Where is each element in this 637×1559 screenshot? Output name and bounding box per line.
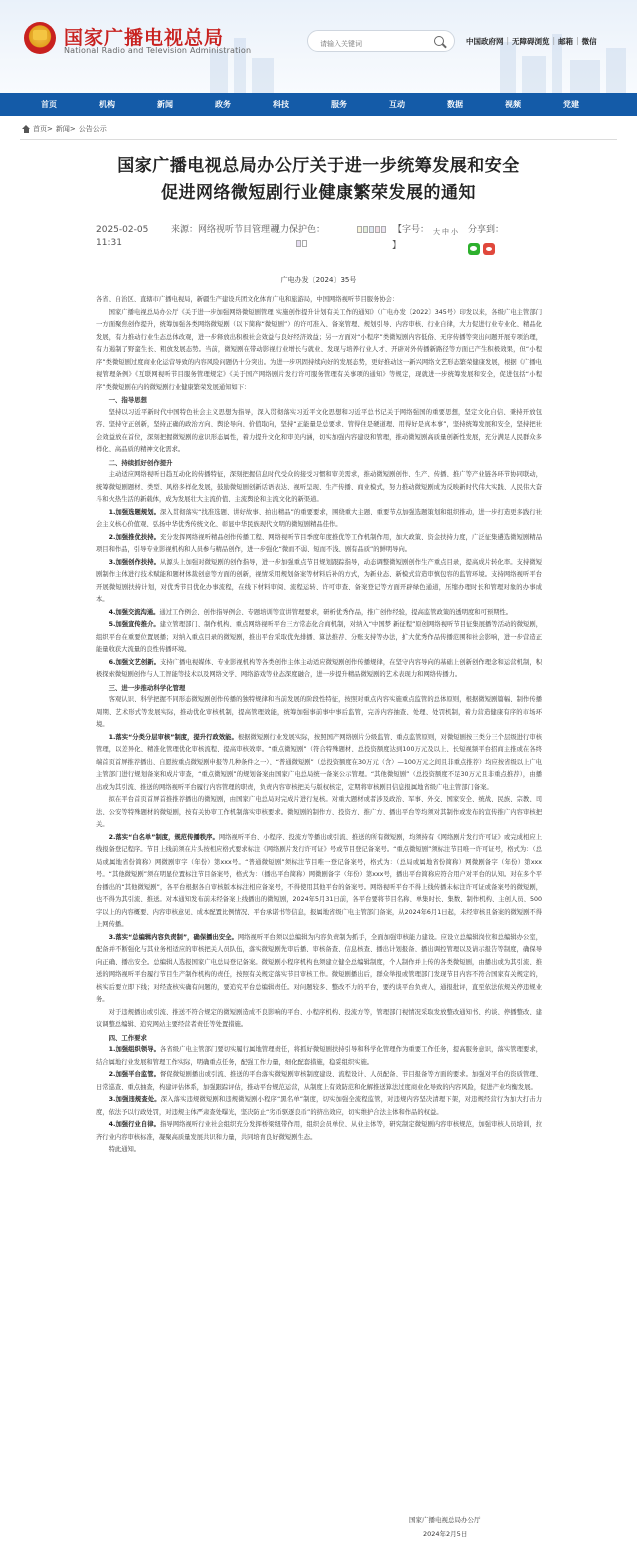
section-3-item-1-cont: 拟在平台首页首屏首推推荐播出的微短剧，由国家广电总局对完成片进行复核。对重大题材或者涉及政治、军事、外交、国家安全、统战、民族、宗教、司法、公安等特殊题材的微短剧，按有关协审工作机制落实审核要求。微短剧的制作方、投资方、推广方、播出平台等均须对其制作或发布的宣传推广内容审核把关。 (96, 796, 542, 828)
section-4-item-1 (96, 1044, 542, 1069)
article-body (96, 294, 542, 1157)
item-text: 网络视听平台须以总编辑为内容负责制为抓手，全面加强审核能力建设。应设立总编辑岗位和总编辑办公室，配备并不断强化与其业务相适应的审核把关人员队伍，落实微短剧先审后播、审核备查、信息核查、播出计划报备、播出调控管理以及请示报告等制度，确保导向正确、播出安全。总编辑人选报国家广电总局登记备案。微短剧小程序机构也须建立健全总编辑制度，个人制作并上传的各类微短剧，由播出或为其引流、推送的网络视听平台履行节目生产制作机构的责任，按照有关规定落实节目审核工作。微短剧播出后，群众举报或管理部门发现节目内容不符合国家有关规定的，核实后要立即下线；对经查核实确有问题的，要追究平台总编辑责任。对问题较多、整改不力的平台，要约谈平台负责人，通报批评，直至依法依规关停违规业务。 (96, 933, 542, 1003)
nav-technology[interactable]: 科技 (273, 100, 289, 109)
nav-interaction[interactable]: 互动 (389, 100, 405, 109)
share-icons (468, 243, 495, 255)
home-icon (22, 125, 30, 133)
item-text: 各省级广电主管部门要切实履行属地管理责任，将抓好微短剧扶持引导和科学化管理作为重要工作任务，提高服务意识，落实管理要求，结合属地行业发展和管理工作实际，明确重点任务，配强工作力量，细化配套措施，稳妥组织实施。 (96, 1046, 542, 1066)
font-size-bracket-close: 】 (392, 241, 402, 251)
section-2-item-1 (96, 507, 542, 532)
share-label: 分享到： (468, 225, 505, 235)
swatch-yellow[interactable] (357, 226, 362, 233)
item-text: 督促微短剧播出或引流、推送的平台落实微短剧审核制度建设、流程设计、人员配备、节目报备等方面的要求。加强对平台的资质管理、日常巡查、重点抽查，构建评估体系，加强跟踪评估，推动平台规范运营，从制度上有效防范和化解推送算法过度商业化导致的内容风险，促进产业均衡发展。 (96, 1071, 542, 1091)
swatch-white[interactable] (302, 240, 307, 247)
item-text: 深入落实违规微短剧和违规微短剧小程序“黑名单”制度，切实加强全流程监管，对违规内容坚决清理下架，对违规经营行为加大打击力度，依法予以行政处罚，对违规主体严肃查处曝光，坚决防止“劣币驱逐良币”的挤出效应，切实维护合法主体和作品的权益。 (96, 1096, 543, 1116)
item-heading: 3.加强违规查处。 (108, 1096, 161, 1103)
font-size-options (433, 227, 458, 237)
site-logo-en: National Radio and Television Administration (64, 46, 252, 55)
font-size-label: 【字号： (393, 225, 430, 235)
site-logo-cn[interactable]: 国家广播电视总局 (64, 27, 225, 49)
item-text: 支持广播电视媒体、专业影视机构等各类创作主体主动适应微短剧创作传播规律，在坚守内容导向的基础上创新创作理念和运营机制，积极探索微短剧创作与人工智能等技术以及网络文学、网络游戏等业态深度融合，进一步提升精品微短剧的艺术表现力和网络传播力。 (96, 658, 542, 678)
link-separator: | (506, 36, 510, 45)
breadcrumb-divider (20, 139, 617, 140)
link-separator: | (552, 36, 556, 45)
link-wechat[interactable]: 微信 (581, 37, 597, 46)
item-heading: 5.加强宣传推介。 (108, 621, 160, 628)
item-heading: 1.落实“分类分层审核”制度，提升行政效能。 (108, 733, 238, 741)
source-value: 网络视听节目管理司 (198, 225, 280, 235)
item-text: 充分发挥网络视听精品创作传播工程、网络视听节目季度年度推优等工作机制作用，加大政策、资金扶持力度，广泛征集遴选微短剧精品项目和作品，引导专业影视机构和人员参与精品创作，进一步强化“微而不弱、短而不浅、剧有品质”的鲜明导向。 (96, 533, 542, 553)
closing-line: 特此通知。 (108, 1146, 141, 1153)
item-text: 通过工作例会、创作指导例会、专题培训等宣讲管理要求，研析优秀作品，推广创作经验，提高监管政策的透明度和可预期性。 (159, 608, 513, 616)
search-icon[interactable] (434, 36, 444, 46)
item-heading: 6.加强文艺创新。 (108, 658, 161, 666)
top-links (466, 36, 597, 47)
item-text: 从源头上加强对微短剧的创作指导，进一步加强重点节目规划跟踪指导，动态调整微短剧创作生产重点目录，提高成片转化率。支持微短剧制作主体进行技术赋能和题材体裁创意等方面的创新，视情采用规划备案等材料后补的方式，为新业态、新模式营造审慎包容的监管环境。支持网络视听平台开展微短剧扶持计划，对优秀节目优化办事流程，在线下材料审阅、流程运转、许可审查、备案登记等方面开辟绿色通道，压缩办理时长和管理对象的办事成本。 (96, 558, 542, 603)
nav-institutions[interactable]: 机构 (99, 100, 115, 109)
signer: 国家广播电视总局办公厅 (409, 1516, 481, 1524)
item-heading: 3.加强创作扶持。 (108, 558, 161, 566)
swatch-purple[interactable] (296, 240, 301, 247)
nav-news[interactable]: 新闻 (157, 100, 173, 109)
main-nav (0, 93, 637, 116)
section-3-paragraph: 客观认识、科学把握不同形态微短剧创作传播的独特规律和当前发展的阶段性特征，按照对重点内容实施重点监管的总体原则，根据微短剧篇幅、制作传播周期、艺术形式等发展实际，推动优化审核机制，提高管理效能，统筹加强事前事中事后监管，完善内容抽查、处理、处罚机制，着力营造健康有序的市场环境。 (96, 696, 542, 728)
site-header (0, 0, 637, 93)
item-text: 网络视听平台、小程序、投流方等播出或引流、推送的所有微短剧，均须持有《网络剧片发行许可证》或完成相应上线报备登记程序。节目上线前须在片头按相应格式要求标注《网络剧片发行许可证》号或节目登记备案号。“重点微短剧”须标注节目唯一许可证号，格式为：（总局或属地省份简称）网微剧审字（年份）第xxx号。“普通微短剧”须标注节目唯一登记备案号，格式为：（总局或属地省份简称）网微剧备字（年份）第xxx号。“其他微短剧”须在明显位置标注节目备案号，格式为：（播出平台简称）网微剧备字（年份）第xxx号，播出平台简称应符合用户对平台的认知。对在多个平台播出的“其他微短剧”，各平台根据各自审核版本标注相应备案号，不得使用其他平台的备案号。网络视听平台不得上线传播未标注许可证或备案号的微短剧，也不得为其引流、推送。对本通知发布前未经备案上线播出的微短剧，2024年5月31日前，各平台要将节目名称、单集时长、集数、制作机构、主创人员、500字以上的内容概要、内容审核意见、成本配置比例情况、平台承诺书等信息，报属地省级广电主管部门备案，从2024年6月1日起，未经审核且备案的微短剧不得上网传播。 (96, 833, 542, 928)
weibo-share-icon[interactable] (483, 243, 495, 255)
section-3-item-1 (96, 732, 542, 795)
section-2-item-4 (96, 607, 542, 620)
section-3-item-3-cont: 对于违规播出或引流、推送不符合规定的微短剧造成不良影响的平台、小程序机构、投流方等，管理部门视情况采取发放整改通知书、约谈、停播整改、建议调整总编辑、追究网站主要经营者责任等处置措施。 (96, 1008, 542, 1028)
breadcrumb-announcements[interactable]: 公告公示 (78, 125, 107, 133)
swatch-pink[interactable] (375, 226, 380, 233)
section-heading-3: 三、进一步推动科学化管理 (108, 683, 186, 692)
addressee: 各省、自治区、直辖市广播电视局，新疆生产建设兵团文化体育广电和旅游局，中国网络视听节目服务协会： (96, 296, 399, 303)
item-heading: 3.落实“总编辑内容负责制”，确保播出安全。 (108, 933, 238, 941)
item-heading: 2.加强平台监管。 (108, 1071, 161, 1078)
section-heading-4: 四、工作要求 (108, 1033, 147, 1042)
nav-home[interactable]: 首页 (41, 100, 57, 109)
document-number: 广电办发〔2024〕35号 (280, 276, 357, 284)
section-heading-1: 一、指导思想 (108, 396, 147, 404)
item-heading: 1.加强选题规划。 (108, 508, 160, 516)
item-heading: 1.加强组织领导。 (108, 1046, 161, 1053)
nav-government-affairs[interactable]: 政务 (215, 100, 231, 109)
sign-date: 2024年2月5日 (423, 1530, 468, 1538)
link-gov-cn[interactable]: 中国政府网 (466, 37, 504, 46)
font-size-small[interactable]: 小 (451, 228, 458, 236)
item-text: 深入贯彻落实“找准选题、讲好故事、拍出精品”的重要要求，围绕重大主题、重要节点加强选题策划和组织推动，进一步打造更多践行社会主义核心价值观、弘扬中华优秀传统文化、彰显中华民族现代文明的微短剧精品佳作。 (96, 508, 542, 528)
section-2-item-6 (96, 657, 542, 682)
nav-party-building[interactable]: 党建 (563, 100, 579, 109)
section-3-item-3 (96, 932, 542, 1007)
nav-data[interactable]: 数据 (447, 100, 463, 109)
item-heading: 4.加强交流沟通。 (108, 608, 160, 616)
section-2-item-5 (96, 619, 542, 657)
section-4-item-4 (96, 1119, 542, 1144)
link-mailbox[interactable]: 邮箱 (558, 37, 574, 46)
nav-services[interactable]: 服务 (331, 100, 347, 109)
item-text: 指导网络视听行业社会组织充分发挥桥梁纽带作用，组织会员单位、从业主体等，研究制定微短剧内容审核规范，加强审核人员培训，拉齐行业内容审核标准，凝聚高质量发展共识和力量，共同培育良好微短剧生态。 (96, 1121, 542, 1141)
section-3-item-2 (96, 832, 542, 932)
source-label: 来源： (171, 225, 199, 235)
item-text: 建立管理部门、制作机构、重点网络视听平台三方常态化合商机制，对纳入“中国梦 新征程”原创网络视听节目征集展播等活动的微短剧，组织平台在重要位置展播；对纳入重点目录的微短剧，推出平台采取优先排播、算法推荐、分账支持等办法，扩大优秀作品传播范围和社会影响，进一步营造正能量收获大流量的良性传播环境。 (96, 621, 543, 653)
wechat-share-icon[interactable] (468, 243, 480, 255)
swatch-blue[interactable] (369, 226, 374, 233)
section-heading-2: 二、持续抓好创作提升 (108, 458, 173, 467)
item-heading: 2.加强推优扶持。 (108, 533, 161, 541)
item-heading: 2.落实“白名单”制度，规范传播秩序。 (108, 833, 219, 841)
article-title-line-2: 促进网络微短剧行业健康繁荣发展的通知 (161, 183, 476, 203)
national-emblem-icon[interactable] (24, 22, 56, 54)
vision-protect-label: 视力保护色： (271, 225, 326, 235)
section-4-item-2 (96, 1069, 542, 1094)
intro-paragraph: 国家广播电视总局办公厅《关于进一步加强网络微短剧管理 实施创作提升计划有关工作的通知》（广电办发〔2022〕345号）印发以来，各级广电主管部门一方面聚焦创作提升，统筹加强各类网络微短剧（以下简称“微短剧”）的许可准入、备案管理、规划引导、内容审核、行业自律，大力促进行业专业化、精品化发展，有力推动行业生态总体改观，进一步释放出积极社会效益与良好经济效益；另一方面对“小程序”类微短剧内容低俗、无序传播等突出问题开展专项治理，有力遏制了野蛮生长、粗放发展态势。当前，微短剧在带动影视行业增长与就业、发现与培养行业人才、开辟对外传播新路径等方面已产生积极效果，但“小程序”类微短剧过度商业化运营导致的内容风险问题仍十分突出。为进一步巩固持续向好的发展态势，更好推动这一新兴网络文艺形态繁荣健康发展，根据《广播电视管理条例》《互联网视听节目服务管理规定》《关于国产网络剧片发行许可服务管理有关事项的通知》等规定，现就进一步统筹发展和安全，促进包括“小程序”类微短剧在内的微短剧行业健康繁荣发展通知如下： (96, 308, 542, 391)
article-source (171, 224, 279, 237)
item-heading: 4.加强行业自律。 (108, 1121, 161, 1128)
font-size-large[interactable]: 大 (433, 228, 440, 236)
item-text: 根据微短剧行业发展实际，按照国产网络剧片分级监管、重点监管原则，对微短剧按三类分三个层级进行审核管理，以差异化、精准化管理优化审核流程、提高审核效率。“重点微短剧”（符合特殊题材、总投资额度达到100万元及以上、长短视频平台招商主推或在各终端首页首屏推荐播出、自愿按重点微短剧申报等几种条件之一）、“普通微短剧”（总投资额度在30万元（含）—100万元之间且非重点推荐）均应按省级以上广电主管部门进行规划备案和成片审查，“重点微短剧”的规划备案由国家广电总局统一备案公示管理。“其他微短剧”（总投资额度不足30万元且非重点推荐），由播出或为其引流、推送的网络视听平台履行内容管理的职责，负责内容审核把关与版权核定，定期将审核剧目信息报属地省级广电主管部门备案。 (96, 733, 542, 791)
vision-color-swatches-row2 (296, 240, 307, 247)
section-1-paragraph: 坚持以习近平新时代中国特色社会主义思想为指导，深入贯彻落实习近平文化思想和习近平总书记关于网络强国的重要思想，坚定文化自信、秉持开放包容、坚持守正创新，坚持正确的政治方向、舆论导向、价值取向，坚持“正能量是总要求、管得住是硬道理、用得好是真本事”，坚持统筹发展和安全，坚持把社会效益放在首位，深刻把握微短剧的意识形态属性，着力提升文化和审美内涵，切实加强内容建设和管理，推动微短剧高质量创新性发展，充分满足人民群众多样化、高品质的精神文化需求。 (96, 408, 542, 453)
section-4-item-3 (96, 1094, 542, 1119)
article-title (40, 153, 597, 207)
search-box (307, 30, 455, 52)
link-accessibility[interactable]: 无障碍浏览 (512, 37, 550, 46)
swatch-lilac[interactable] (381, 226, 386, 233)
link-separator: | (576, 36, 579, 45)
nav-video[interactable]: 视频 (505, 100, 521, 109)
breadcrumb (22, 124, 107, 134)
search-input[interactable] (320, 34, 438, 54)
breadcrumb-home[interactable]: 首页> (33, 125, 53, 133)
font-size-medium[interactable]: 中 (442, 228, 449, 236)
section-2-item-2 (96, 532, 542, 557)
swatch-green[interactable] (363, 226, 368, 233)
publish-date: 2025-02-05 11:31 (96, 225, 149, 248)
section-2-paragraph: 主动适应网络视听日趋互动化的传播特征，深刻把握信息时代受众的接受习惯和审美需求，推动微短剧创作、生产、传播、推广等产业链各环节协同联动，统筹微短剧题材、类型、风格多样化发展，鼓励微短剧创新话语表达、视听呈现、生产传播、商业模式，努力推动微短剧成为反映新时代伟大实践、人民伟大奋斗和火热生活的新载体，成为发展壮大主流价值、主流舆论和主流文化的新渠道。 (96, 471, 542, 503)
article-title-line-1: 国家广播电视总局办公厅关于进一步统筹发展和安全 (117, 156, 520, 176)
section-2-item-3 (96, 557, 542, 607)
breadcrumb-news[interactable]: 新闻> (55, 125, 76, 133)
vision-color-swatches (357, 226, 386, 233)
